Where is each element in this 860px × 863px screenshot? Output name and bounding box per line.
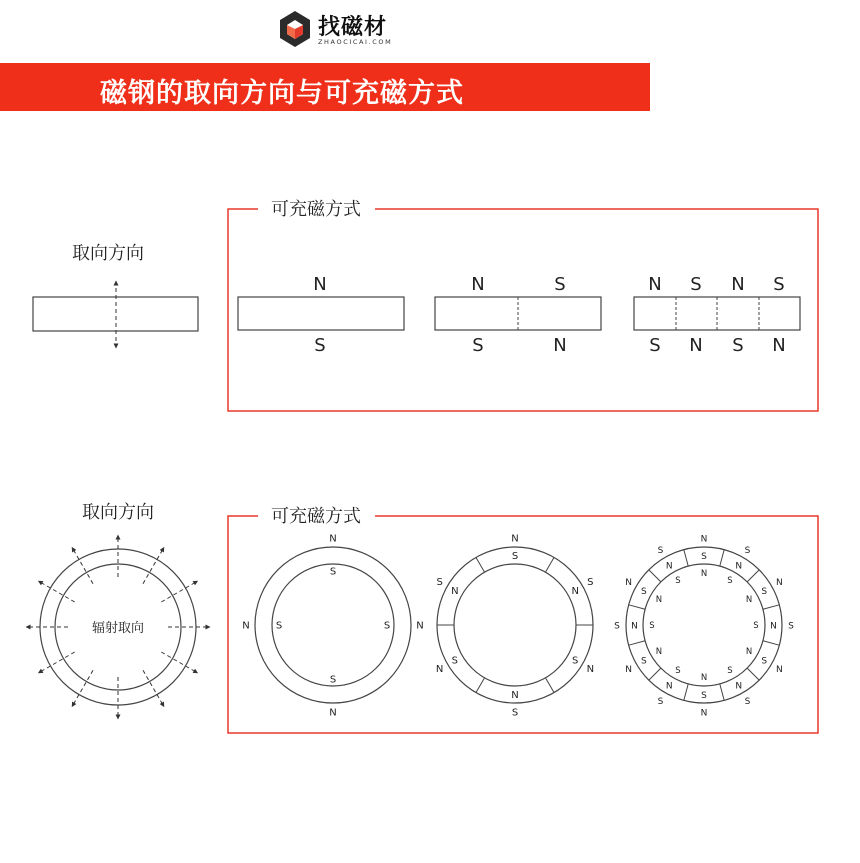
- radial-arrow: [143, 547, 164, 583]
- ring-pole-label-outer: S: [614, 621, 620, 632]
- pole-divider: [546, 557, 555, 572]
- frame-title-top: 可充磁方式: [271, 199, 361, 220]
- pole-label: N: [689, 335, 703, 356]
- ring-pole-label-inner: S: [701, 552, 707, 562]
- ring-pole-label-outer: N: [625, 665, 633, 675]
- ring-pole-label-innermost: N: [745, 647, 753, 657]
- ring-pole-label-innermost: S: [649, 621, 655, 631]
- ring-pole-label-outer: N: [775, 665, 783, 675]
- ring-pole-label-innermost: N: [700, 569, 708, 579]
- radial-arrow: [72, 547, 93, 583]
- ring-6-pole: [436, 534, 594, 719]
- ring-pole-label-outer: S: [744, 546, 751, 557]
- pole-divider: [747, 570, 759, 582]
- ring-pole-label-innermost: S: [727, 575, 733, 586]
- orientation-label-top: 取向方向: [72, 243, 144, 264]
- radial-arrow: [161, 581, 197, 602]
- ring-pole-label-innermost: S: [727, 666, 733, 677]
- pole-divider: [629, 641, 645, 645]
- ring-pole-label-innermost: S: [753, 621, 759, 631]
- ring-pole-label-inner: S: [451, 655, 458, 667]
- ring-pole-label-outer: S: [657, 696, 664, 707]
- pole-divider: [649, 668, 661, 680]
- ring-pole-label-outer: N: [511, 533, 519, 545]
- page-title: 磁钢的取向方向与可充磁方式: [100, 78, 464, 109]
- logo-domain: ZHAOCICAI.COM: [318, 38, 393, 46]
- ring-pole-label-inner: S: [511, 551, 519, 562]
- pole-label: S: [554, 274, 566, 295]
- pole-divider: [747, 668, 759, 680]
- ring-pole-label-inner: S: [640, 656, 647, 667]
- pole-divider: [720, 684, 724, 700]
- ring-pole-label-innermost: N: [655, 595, 663, 605]
- pole-divider: [720, 550, 724, 566]
- ring-12-pole: [614, 535, 794, 719]
- ring-pole-label-outer: N: [775, 578, 783, 588]
- ring-pole-label-inner: S: [701, 691, 707, 701]
- ring-pole-label-inner: N: [665, 681, 673, 692]
- ring-pole-label-outer: N: [586, 664, 595, 675]
- ring-pole-label-inner: S: [572, 655, 579, 667]
- pole-label: S: [649, 335, 661, 356]
- ring-pole-label-innermost: N: [745, 595, 753, 605]
- pole-label: S: [773, 274, 785, 295]
- ring-pole-label-inner: S: [761, 586, 768, 597]
- pole-label: S: [732, 335, 744, 356]
- orientation-label-bottom: 取向方向: [82, 502, 154, 523]
- ring-pole-label-outer: S: [587, 577, 594, 588]
- ring-pole-label-inner: S: [329, 566, 337, 578]
- ring-pole-label-outer: S: [788, 621, 794, 632]
- ring-pole-label-inner: N: [770, 621, 777, 632]
- ring-pole-label-inner: S: [640, 586, 647, 597]
- ring-pole-label-inner: N: [735, 681, 743, 692]
- ring-pole-label-inner: N: [571, 585, 579, 597]
- ring-pole-label-outer: N: [700, 534, 708, 545]
- ring-pole-label-outer: S: [511, 707, 519, 719]
- radial-arrow: [72, 670, 93, 706]
- ring-pole-label-outer: N: [329, 707, 337, 719]
- pole-divider: [684, 550, 688, 566]
- ring-pole-label-innermost: S: [675, 666, 681, 677]
- logo-name: 找磁材: [318, 15, 388, 40]
- ring-pole-label-inner: S: [275, 620, 283, 632]
- pole-divider: [684, 684, 688, 700]
- radial-arrow: [38, 652, 74, 673]
- pole-label-s: S: [314, 335, 326, 356]
- pole-label: N: [648, 274, 662, 295]
- ring-pole-label-outer: S: [657, 546, 664, 557]
- radial-arrow: [38, 581, 74, 602]
- ring-pole-label-innermost: S: [675, 575, 681, 586]
- pole-divider: [476, 678, 485, 693]
- ring-pole-label-outer: N: [625, 578, 633, 588]
- ring-pole-label-outer: S: [436, 577, 443, 588]
- pole-label: N: [772, 335, 786, 356]
- pole-label: N: [731, 274, 745, 295]
- pole-divider: [649, 570, 661, 582]
- frame-title-bottom: 可充磁方式: [271, 506, 361, 527]
- ring-pole-label-outer: N: [242, 620, 250, 632]
- radial-arrow: [161, 652, 197, 673]
- pole-divider: [763, 605, 779, 609]
- ring-pole-label-inner: N: [511, 690, 519, 701]
- pole-label: N: [553, 335, 567, 356]
- ring-pole-label-inner: N: [735, 561, 743, 572]
- ring-pole-label-outer: N: [416, 620, 424, 632]
- pole-divider: [546, 678, 555, 693]
- ring-pole-label-inner: N: [451, 585, 459, 597]
- ring-pole-label-inner: S: [761, 656, 768, 667]
- radial-arrow: [143, 670, 164, 706]
- ring-pole-label-inner: S: [383, 620, 391, 632]
- pole-label: S: [690, 274, 702, 295]
- ring-4-pole: [242, 534, 423, 719]
- ring-pole-label-innermost: N: [700, 673, 708, 683]
- magnet-2-pole: [238, 297, 404, 330]
- ring-pole-label-innermost: N: [655, 647, 663, 657]
- ring-pole-label-outer: N: [435, 664, 444, 675]
- ring-pole-label-inner: N: [631, 621, 638, 632]
- pole-label: N: [471, 274, 485, 295]
- pole-divider: [476, 557, 485, 572]
- ring-pole-label-outer: S: [744, 696, 751, 707]
- pole-divider: [629, 605, 645, 609]
- radial-orientation-label: 辐射取向: [91, 621, 145, 636]
- pole-label-n: N: [313, 274, 327, 295]
- pole-divider: [763, 641, 779, 645]
- ring-pole-label-inner: S: [329, 674, 337, 686]
- ring-pole-label-inner: N: [665, 561, 673, 572]
- ring-pole-label-outer: N: [329, 533, 337, 545]
- pole-label: S: [472, 335, 484, 356]
- ring-pole-label-outer: N: [700, 708, 708, 719]
